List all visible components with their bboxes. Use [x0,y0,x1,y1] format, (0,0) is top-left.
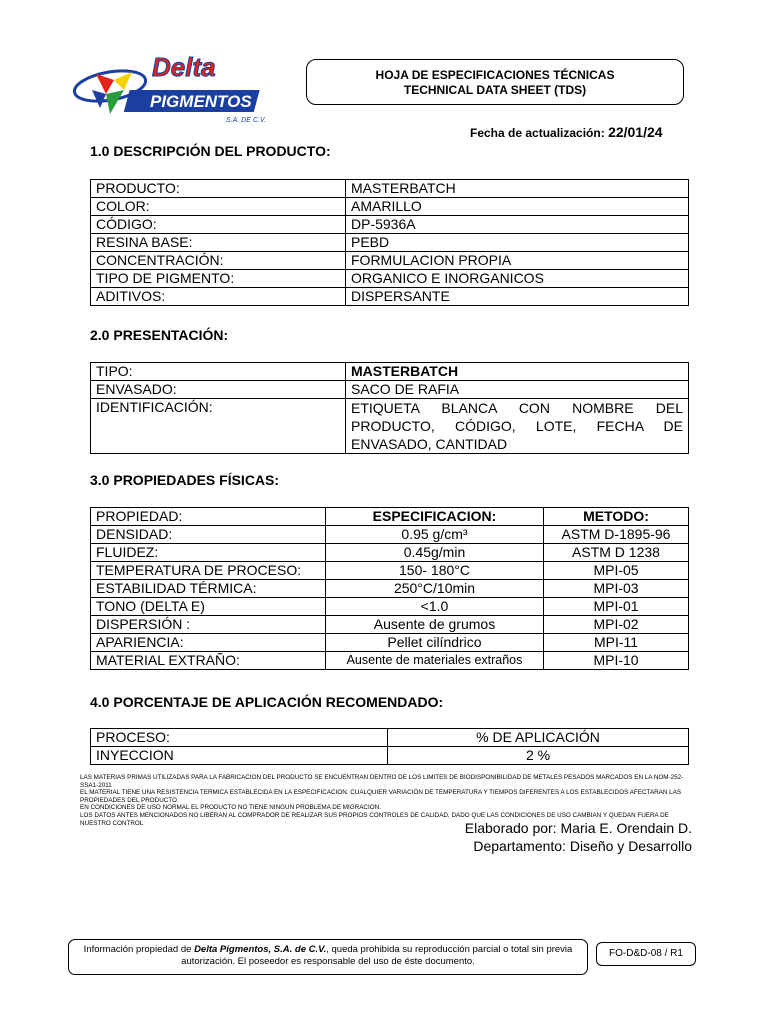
table-cell: IDENTIFICACIÓN: [91,399,346,454]
table-row [91,544,689,562]
table-row [91,526,689,544]
table-cell: DISPERSIÓN : [91,616,326,634]
title-spanish: HOJA DE ESPECIFICACIONES TÉCNICAS [375,68,615,82]
section-3-heading: 3.0 PROPIEDADES FÍSICAS: [90,472,280,488]
table-row [91,580,689,598]
table-cell: Pellet cilíndrico [326,634,544,652]
table-row [91,652,689,670]
table-row [91,598,689,616]
table-header-cell: PROCESO: [91,729,388,747]
logo-text-pigmentos: PIGMENTOS [150,92,252,111]
company-logo [66,44,286,128]
document-title-box [306,59,684,105]
table-header-row [91,729,689,747]
application-table [90,728,689,765]
table-cell: SACO DE RAFIA [346,381,689,399]
table-cell: ADITIVOS: [91,288,346,306]
presentation-table [90,362,689,454]
table-cell: FORMULACION PROPIA [346,252,689,270]
table-row [91,270,689,288]
table-cell: 2 % [388,747,689,765]
table-cell: Ausente de grumos [326,616,544,634]
section-1-heading: 1.0 DESCRIPCIÓN DEL PRODUCTO: [90,143,331,159]
table-cell: APARIENCIA: [91,634,326,652]
table-cell: Ausente de materiales extraños [326,652,544,670]
table-row [91,234,689,252]
table-cell: TONO (DELTA E) [91,598,326,616]
footer-company: Delta Pigmentos, S.A. de C.V. [194,944,327,955]
table-header-cell: PROPIEDAD: [91,508,326,526]
table-cell: ASTM D 1238 [544,544,689,562]
note-line: LAS MATERIAS PRIMAS UTILIZADAS PARA LA FABRICACION DEL PRODUCTO SE ENCUENTRAN DENTRO DE LOS LIMITES DE BIODISPONIBILIDAD DE METALES PESADOS MARCADOS EN LA NOM-252-SSA1-2011 [80,774,684,789]
table-cell: CÓDIGO: [91,216,346,234]
table-cell: MPI-05 [544,562,689,580]
table-row [91,288,689,306]
table-row [91,616,689,634]
table-cell: MPI-02 [544,616,689,634]
table-row [91,252,689,270]
table-cell: <1.0 [326,598,544,616]
table-header-cell: METODO: [544,508,689,526]
table-header-cell: ESPECIFICACION: [326,508,544,526]
product-description-table [90,179,689,306]
table-cell: PRODUCTO: [91,180,346,198]
table-cell: FLUIDEZ: [91,544,326,562]
table-cell: AMARILLO [346,198,689,216]
table-cell: MASTERBATCH [346,363,689,381]
table-cell: 0.45g/min [326,544,544,562]
table-cell: ENVASADO: [91,381,346,399]
table-cell: DENSIDAD: [91,526,326,544]
table-cell: MASTERBATCH [346,180,689,198]
table-cell: MPI-01 [544,598,689,616]
table-cell: RESINA BASE: [91,234,346,252]
table-cell: ESTABILIDAD TÉRMICA: [91,580,326,598]
table-cell: ASTM D-1895-96 [544,526,689,544]
table-cell: PEBD [346,234,689,252]
table-row [91,747,689,765]
logo-text-delta: Delta [152,52,216,82]
table-row [91,363,689,381]
table-row [91,634,689,652]
prepared-by-name: Elaborado por: Maria E. Orendain D. [464,820,692,836]
table-cell: 150- 180°C [326,562,544,580]
table-cell: MPI-11 [544,634,689,652]
footer-text-post: , queda prohibida su reproducción parcial o total sin previa autorización. El poseedor es responsable del uso de éste documento. [181,944,573,967]
table-cell: MPI-10 [544,652,689,670]
table-header-cell: % DE APLICACIÓN [388,729,689,747]
physical-properties-table [90,507,689,670]
table-row [91,180,689,198]
title-english: TECHNICAL DATA SHEET (TDS) [403,83,587,97]
update-date-value: 22/01/24 [608,124,663,140]
footer-notice [68,939,588,975]
logo-text-sa: S.A. DE C.V. [226,117,266,124]
table-cell: TEMPERATURA DE PROCESO: [91,562,326,580]
note-line: LOS DATOS ANTES MENCIONADOS NO LIBERAN AL COMPRADOR DE REALIZAR SUS PROPIOS CONTROLES DE CALIDAD, DADO QUE LAS CONDICIONES DE USO CAMBIAN Y QUEDAN FUERA DE NUESTRO CONTROL [80,811,669,827]
table-cell: COLOR: [91,198,346,216]
prepared-by-department: Departamento: Diseño y Desarrollo [473,838,692,854]
table-cell: MPI-03 [544,580,689,598]
table-row [91,216,689,234]
form-code: FO-D&D-08 / R1 [596,942,696,966]
table-cell: DISPERSANTE [346,288,689,306]
table-cell: 0.95 g/cm³ [326,526,544,544]
update-date [470,124,663,140]
table-cell: ORGANICO E INORGANICOS [346,270,689,288]
table-cell: TIPO: [91,363,346,381]
update-date-label: Fecha de actualización: [470,126,605,140]
table-cell: TIPO DE PIGMENTO: [91,270,346,288]
table-cell: MATERIAL EXTRAÑO: [91,652,326,670]
table-cell: DP-5936A [346,216,689,234]
table-cell: 250°C/10min [326,580,544,598]
table-cell: ETIQUETA BLANCA CON NOMBRE DEL PRODUCTO, CÓDIGO, LOTE, FECHA DE ENVASADO, CANTIDAD [346,399,689,454]
prepared-by [465,819,692,855]
table-cell: INYECCION [91,747,388,765]
footer-text-pre: Información propiedad de [83,944,195,955]
note-line: EL MATERIAL TIENE UNA RESISTENCIA TERMICA ESTABLECIDA EN LA ESPECIFICACION. CUALQUIER VARIACIÓN DE TEMPERATURA Y TIEMPOS DIFERENTES A LOS ESTABLECIDOS AFECTARAN LAS PROPIEDADES DEL PRODUCTO. [80,789,682,804]
table-row [91,562,689,580]
table-row [91,381,689,399]
table-row [91,399,689,454]
table-cell: CONCENTRACIÓN: [91,252,346,270]
section-2-heading: 2.0 PRESENTACIÓN: [90,327,229,343]
section-4-heading: 4.0 PORCENTAJE DE APLICACIÓN RECOMENDADO: [90,694,444,710]
table-header-row [91,508,689,526]
table-row [91,198,689,216]
note-line: EN CONDICIONES DE USO NORMAL EL PRODUCTO NO TIENE NINGUN PROBLEMA DE MIGRACION. [80,804,381,812]
